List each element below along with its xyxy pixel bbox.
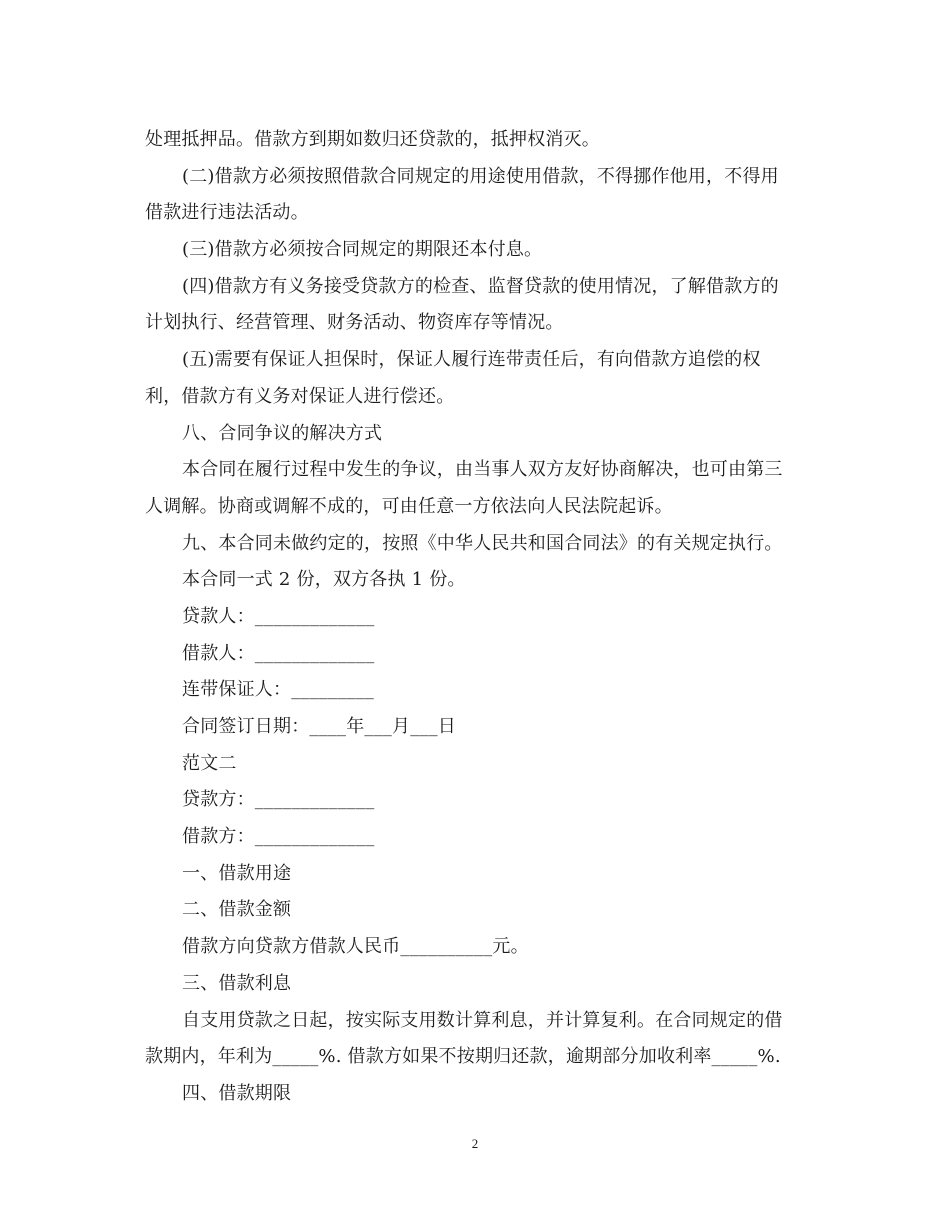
text-line: (五)需要有保证人担保时，保证人履行连带责任后，有向借款方追偿的权: [182, 349, 761, 371]
page-number: 2: [471, 1136, 479, 1151]
signature-field-borrower: 借款人：_____________: [182, 642, 375, 664]
text-line: 计划执行、经营管理、财务活动、物资库存等情况。: [145, 312, 564, 334]
signing-date-field: 合同签订日期：____年___月___日: [182, 716, 456, 737]
text-line: 借款方向贷款方借款人民币__________元。: [182, 936, 529, 958]
section-heading: 二、借款金额: [182, 899, 292, 921]
text-line: 本合同在履行过程中发生的争议，由当事人双方友好协商解决，也可由第三: [182, 459, 783, 481]
signature-field-guarantor: 连带保证人：_________: [182, 679, 374, 701]
text-line: 人调解。协商或调解不成的，可由任意一方依法向人民法院起诉。: [145, 495, 673, 517]
text-line: (四)借款方有义务接受贷款方的检查、监督贷款的使用情况，了解借款方的: [182, 275, 779, 297]
section-heading: 三、借款利息: [182, 972, 292, 994]
text-line: 利，借款方有义务对保证人进行偿还。: [145, 385, 455, 407]
text-line: 自支用贷款之日起，按实际支用数计算利息，并计算复利。在合同规定的借: [182, 1009, 783, 1031]
text-line: 处理抵押品。借款方到期如数归还贷款的，抵押权消灭。: [145, 129, 600, 150]
text-line: (二)借款方必须按照借款合同规定的用途使用借款，不得挪作他用，不得用: [182, 165, 779, 187]
text-line: 款期内，年利为_____%. 借款方如果不按期归还款，逾期部分加收利率_____%.: [145, 1046, 781, 1068]
text-line: 借款进行违法活动。: [145, 202, 309, 224]
party-field-borrower: 借款方：_____________: [182, 826, 375, 848]
text-line: 九、本合同未做约定的，按照《中华人民共和国合同法》的有关规定执行。: [182, 532, 783, 554]
section-heading: 范文二: [182, 752, 237, 774]
text-line: (三)借款方必须按合同规定的期限还本付息。: [182, 239, 543, 261]
text-line: 本合同一式 2 份，双方各执 1 份。: [182, 569, 466, 591]
section-heading: 八、合同争议的解决方式: [182, 422, 383, 444]
party-field-lender: 贷款方：_____________: [182, 789, 375, 811]
document-body: [145, 122, 805, 1113]
signature-field-lender: 贷款人：_____________: [182, 605, 375, 627]
section-heading: 一、借款用途: [182, 862, 292, 884]
section-heading: 四、借款期限: [182, 1082, 292, 1104]
